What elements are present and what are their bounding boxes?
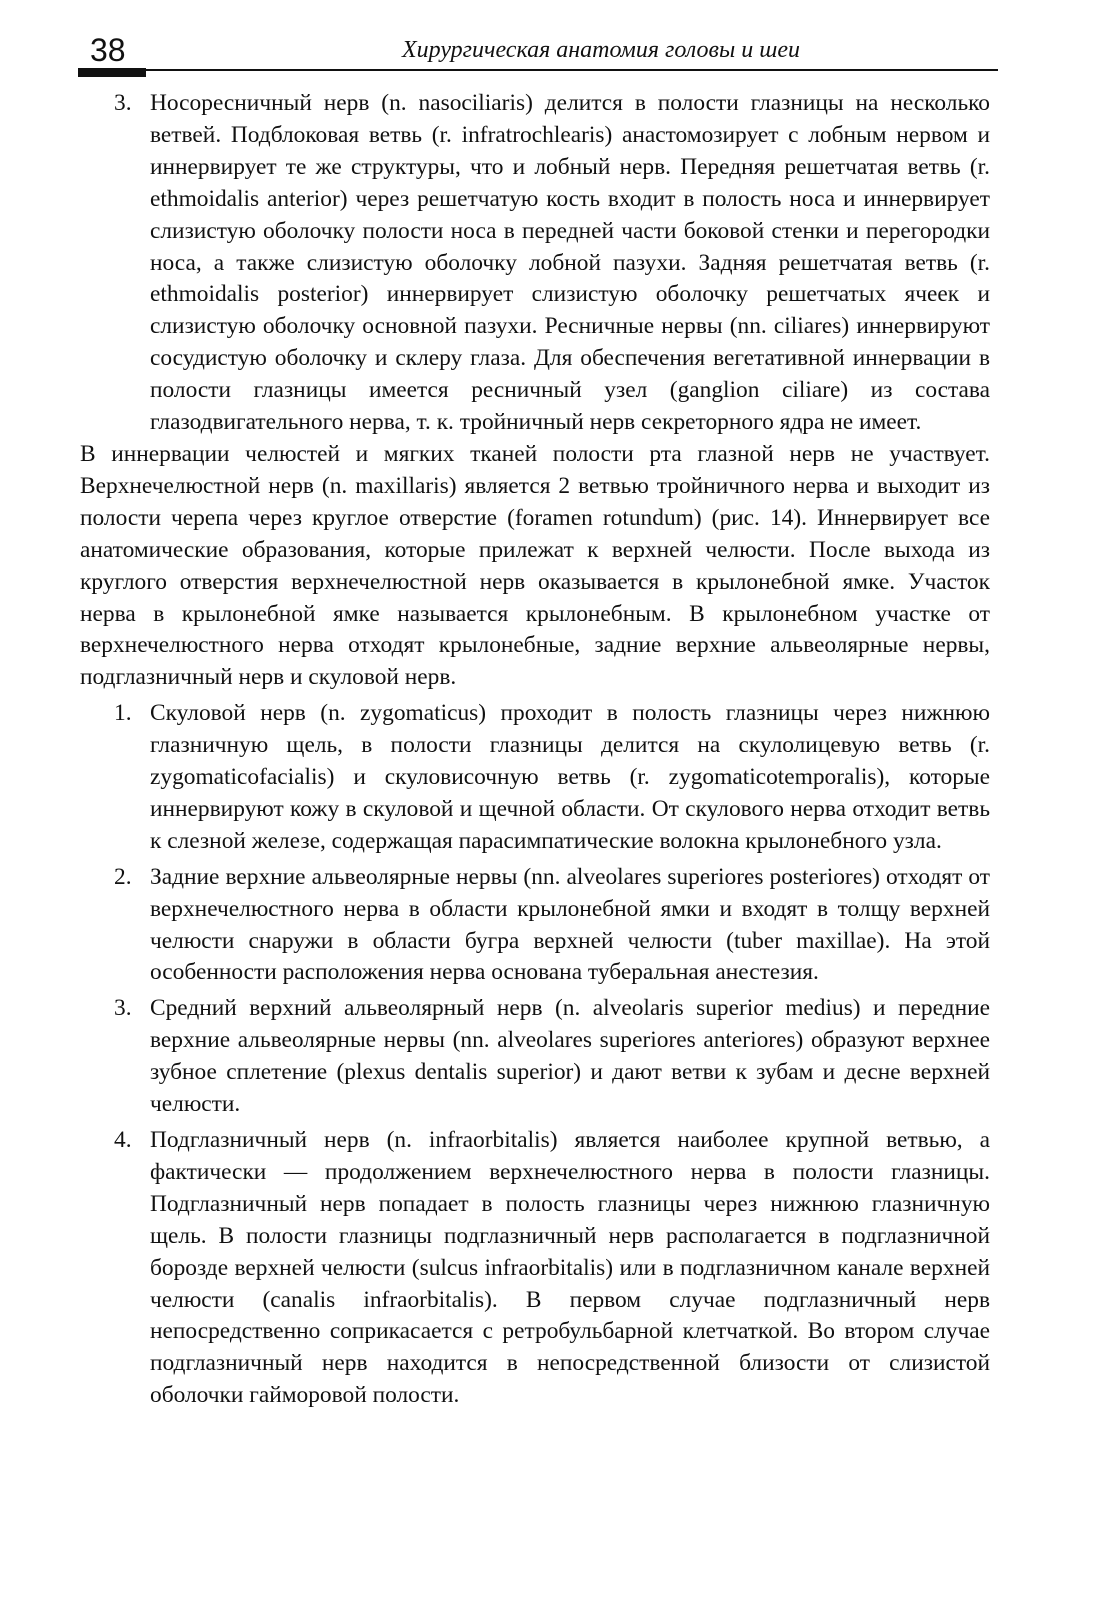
header-rule — [78, 69, 998, 71]
list-item-middle-alveolar-nerve — [80, 993, 990, 1121]
page-header — [78, 22, 1010, 78]
page-number: 38 — [90, 32, 126, 68]
running-title: Хирургическая анатомия головы и шеи — [401, 37, 800, 63]
list-item-posterior-alveolar-nerves — [80, 862, 990, 990]
header-rule-accent — [78, 68, 146, 77]
list-item-number: 1. — [114, 700, 132, 727]
list-item-zygomatic-nerve — [80, 698, 990, 858]
body-paragraph: В иннервации челюстей и мягких тканей полости рта глазной нерв не участвует. Верхнечелюстной нерв (n. maxillaris) является 2 ветвью тройничного нерва и выходит из полости черепа через круглое отверстие (foramen rotundum) (рис. 14). Иннервирует все анатомические образования, которые прилежат к верхней челюсти. После выхода из круглого отверстия верхнечелюстной нерв оказывается в крылонебной ямке. Участок нерва в крылонебной ямке называется крылонебным. В крылонебном участке от верхнечелюстного нерва отходят крылонебные, задние верхние альвеолярные нервы, подглазничный нерв и скуловой нерв. — [80, 440, 990, 691]
list-item-number: 2. — [114, 863, 132, 890]
list-item-text: Носоресничный нерв (n. nasociliaris) делится в полости глазницы на несколько ветвей. Подблоковая ветвь (r. infratrochlearis) анастомозирует с лобным нервом и иннервирует те же структуры, что и лобный нерв. Передняя решетчатая ветвь (r. ethmoidalis anterior) через решетчатую кость входит в полость носа и иннервирует слизистую оболочку полости носа в передней части боковой стенки и перегородки носа, а также слизистую оболочку лобной пазухи. Задняя решетчатая ветвь (r. ethmoidalis posterior) иннервирует слизистую оболочку решетчатых ячеек и слизистую оболочку основной пазухи. Ресничные нервы (nn. ciliares) иннервируют сосудистую оболочку и склеру глаза. Для обеспечения вегетативной иннервации в полости глазницы имеется ресничный узел (ganglion ciliare) из состава глазодвигательного нерва, т. к. тройничный нерв секреторного ядра не имеет. — [150, 90, 990, 436]
list-item-number: 3. — [114, 995, 132, 1022]
list-item-number: 4. — [114, 1127, 132, 1153]
list-item-text: Задние верхние альвеолярные нервы (nn. alveolares superiores posteriores) отходят от верхнечелюстного нерва в области крылонебной ямки и входят в толщу верхней челюсти снаружи в области бугра верхней челюсти (tuber maxillae). На этой особенности расположения нерва основана туберальная анестезия. — [150, 863, 990, 986]
list-item-text: Скуловой нерв (n. zygomaticus) проходит в полость глазницы через нижнюю глазничную щель, в полости глазницы делится на скулолицевую ветвь (r. zygomaticofacialis) и скуловисочную ветвь (r. zygomaticotemporalis), которые иннервируют кожу в скуловой и щечной области. От скулового нерва отходит ветвь к слезной железе, содержащая парасимпатические волокна крылонебного узла. — [150, 700, 990, 854]
list-item-text: Подглазничный нерв (n. infraorbitalis) является наиболее крупной ветвью, а фактически — продолжением верхнечелюстного нерва в полости глазницы. Подглазничный нерв попадает в полость глазницы через нижнюю глазничную щель. В полости глазницы подглазничный нерв располагается в подглазничной борозде верхней челюсти (sulcus infraorbitalis) или в подглазничном канале верхней челюсти (canalis infraorbitalis). В первом случае подглазничный нерв непосредственно соприкасается с ретробульбарной клетчаткой. Во втором случае подглазничный нерв находится в непосредственной близости от слизистой оболочки гайморовой полости. — [150, 1127, 990, 1409]
list-item-text: Средний верхний альвеолярный нерв (n. alveolaris superior medius) и передние верхние альвеолярные нервы (nn. alveolares superiores anteriores) образуют верхнее зубное сплетение (plexus dentalis superior) и дают ветви к зубам и десне верхней челюсти. — [150, 995, 990, 1118]
page-body — [80, 88, 990, 1412]
list-item-infraorbital-nerve — [80, 1125, 990, 1412]
list-item-nasociliary-nerve — [80, 88, 990, 439]
list-item-number: 3. — [114, 90, 132, 116]
